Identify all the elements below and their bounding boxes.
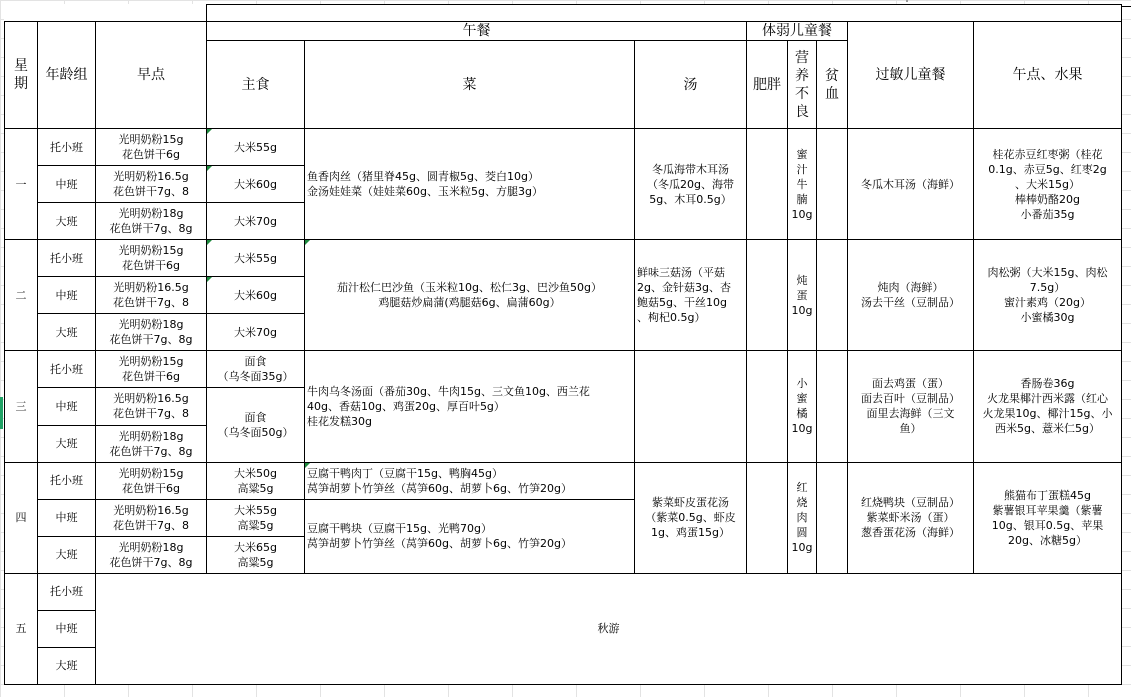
obese-cell: [747, 129, 788, 240]
dish-cell: 鱼香肉丝（猪里脊45g、圆青椒5g、茭白10g） 金汤娃娃菜（娃娃菜60g、玉米粒5g、方腿3g）: [305, 129, 635, 240]
malnourished-cell: 炖 蛋 10g: [788, 240, 817, 351]
breakfast-cell: 光明奶粉18g 花色饼干7g、8g: [96, 203, 207, 240]
soup-cell: [635, 351, 747, 462]
breakfast-cell: 光明奶粉15g 花色饼干6g: [96, 351, 207, 388]
age-middle: 中班: [38, 388, 96, 425]
soup-cell: 鲜味三菇汤（平菇 2g、金针菇3g、杏 鲍菇5g、干丝10g 、枸杞0.5g）: [635, 240, 747, 351]
soup-header: 汤: [635, 41, 747, 129]
age-toddler: 托小班: [38, 351, 96, 388]
staple-cell: 大米70g: [207, 314, 305, 351]
snack-cell: 熊猫布丁蛋糕45g 紫薯银耳苹果羹（紫薯 10g、银耳0.5g、苹果 20g、冰糖5g）: [974, 462, 1122, 573]
age-senior: 大班: [38, 314, 96, 351]
staple-cell: 大米55g 高粱5g: [207, 499, 305, 536]
age-middle: 中班: [38, 610, 96, 647]
malnourished-header: 营养不良: [788, 41, 817, 129]
anemia-cell: [817, 240, 848, 351]
age-middle: 中班: [38, 499, 96, 536]
breakfast-header: 早点: [96, 22, 207, 129]
soup-cell: 冬瓜海带木耳汤 （冬瓜20g、海带 5g、木耳0.5g）: [635, 129, 747, 240]
breakfast-cell: 光明奶粉16.5g 花色饼干7g、8: [96, 388, 207, 425]
day-fri: 五: [5, 573, 38, 684]
dish-cell: 豆腐干鸭肉丁（豆腐干15g、鸭胸45g） 莴笋胡萝卜竹笋丝（莴笋60g、胡萝卜6g、竹笋20g）: [305, 462, 635, 499]
breakfast-cell: 光明奶粉15g 花色饼干6g: [96, 129, 207, 166]
allergy-cell: 冬瓜木耳汤（海鲜）: [848, 129, 974, 240]
malnourished-cell: 红 烧 肉 圆 10g: [788, 462, 817, 573]
obese-cell: [747, 351, 788, 462]
lunch-header: 午餐: [207, 22, 747, 41]
anemia-cell: [817, 129, 848, 240]
allergy-header: 过敏儿童餐: [848, 22, 974, 129]
header-spacer-row: [207, 5, 1122, 22]
dish-cell: 豆腐干鸭块（豆腐干15g、光鸭70g） 莴笋胡萝卜竹笋丝（莴笋60g、胡萝卜6g、竹笋20g）: [305, 499, 635, 573]
day-wed: 三: [5, 351, 38, 462]
age-middle: 中班: [38, 277, 96, 314]
weekday-header: 星期: [5, 22, 38, 129]
breakfast-cell: 光明奶粉18g 花色饼干7g、8g: [96, 536, 207, 573]
malnourished-cell: 小 蜜 橘 10g: [788, 351, 817, 462]
age-senior: 大班: [38, 647, 96, 684]
anemia-cell: [817, 462, 848, 573]
allergy-cell: 炖肉（海鲜） 汤去干丝（豆制品）: [848, 240, 974, 351]
staple-header: 主食: [207, 41, 305, 129]
obese-header: 肥胖: [747, 41, 788, 129]
obese-cell: [747, 462, 788, 573]
weekly-menu-table: [4, 4, 1122, 685]
staple-cell: 面食 （乌冬面35g）: [207, 351, 305, 388]
snack-cell: 桂花赤豆红枣粥（桂花 0.1g、赤豆5g、红枣2g 、大米15g） 棒棒奶酪20g 小番茄35g: [974, 129, 1122, 240]
dish-header: 菜: [305, 41, 635, 129]
autumn-outing: 秋游: [96, 573, 1122, 684]
allergy-cell: 红烧鸭块（豆制品） 紫菜虾米汤（蛋） 葱香蛋花汤（海鲜）: [848, 462, 974, 573]
staple-cell: 大米60g: [207, 277, 305, 314]
top-tick: [906, 0, 908, 2]
staple-cell: 大米60g: [207, 166, 305, 203]
age-middle: 中班: [38, 166, 96, 203]
snack-cell: 香肠卷36g 火龙果椰汁西米露（红心 火龙果10g、椰汁15g、小 西米5g、薏米仁5g）: [974, 351, 1122, 462]
allergy-cell: 面去鸡蛋（蛋） 面去百叶（豆制品） 面里去海鲜（三文 鱼）: [848, 351, 974, 462]
breakfast-cell: 光明奶粉18g 花色饼干7g、8g: [96, 425, 207, 462]
age-senior: 大班: [38, 425, 96, 462]
age-toddler: 托小班: [38, 240, 96, 277]
breakfast-cell: 光明奶粉16.5g 花色饼干7g、8: [96, 499, 207, 536]
snack-cell: 肉松粥（大米15g、肉松 7.5g） 蜜汁素鸡（20g） 小蜜橘30g: [974, 240, 1122, 351]
malnourished-cell: 蜜 汁 牛 腩 10g: [788, 129, 817, 240]
anemia-header: 贫血: [817, 41, 848, 129]
breakfast-cell: 光明奶粉18g 花色饼干7g、8g: [96, 314, 207, 351]
staple-cell: 大米55g: [207, 240, 305, 277]
age-toddler: 托小班: [38, 129, 96, 166]
age-senior: 大班: [38, 203, 96, 240]
selected-row-marker: [0, 397, 3, 429]
dish-cell: 茄汁松仁巴沙鱼（玉米粒10g、松仁3g、巴沙鱼50g） 鸡腿菇炒扁蒲(鸡腿菇6g、扁蒲60g）: [305, 240, 635, 351]
obese-cell: [747, 240, 788, 351]
age-group-header: 年龄组: [38, 22, 96, 129]
staple-cell: 大米55g: [207, 129, 305, 166]
breakfast-cell: 光明奶粉15g 花色饼干6g: [96, 240, 207, 277]
header-blank: [5, 5, 207, 22]
breakfast-cell: 光明奶粉16.5g 花色饼干7g、8: [96, 166, 207, 203]
day-thu: 四: [5, 462, 38, 573]
day-tue: 二: [5, 240, 38, 351]
snack-fruit-header: 午点、水果: [974, 22, 1122, 129]
soup-cell: 紫菜虾皮蛋花汤 （紫菜0.5g、虾皮 1g、鸡蛋15g）: [635, 462, 747, 573]
day-mon: 一: [5, 129, 38, 240]
staple-cell: 面食 （乌冬面50g）: [207, 388, 305, 462]
staple-cell: 大米70g: [207, 203, 305, 240]
weak-children-header: 体弱儿童餐: [747, 22, 848, 41]
age-toddler: 托小班: [38, 462, 96, 499]
staple-cell: 大米65g 高粱5g: [207, 536, 305, 573]
dish-cell: 牛肉乌冬汤面（番茄30g、牛肉15g、三文鱼10g、西兰花 40g、香菇10g、鸡蛋20g、厚百叶5g） 桂花发糕30g: [305, 351, 635, 462]
breakfast-cell: 光明奶粉15g 花色饼干6g: [96, 462, 207, 499]
age-toddler: 托小班: [38, 573, 96, 610]
breakfast-cell: 光明奶粉16.5g 花色饼干7g、8: [96, 277, 207, 314]
age-senior: 大班: [38, 536, 96, 573]
staple-cell: 大米50g 高粱5g: [207, 462, 305, 499]
anemia-cell: [817, 351, 848, 462]
